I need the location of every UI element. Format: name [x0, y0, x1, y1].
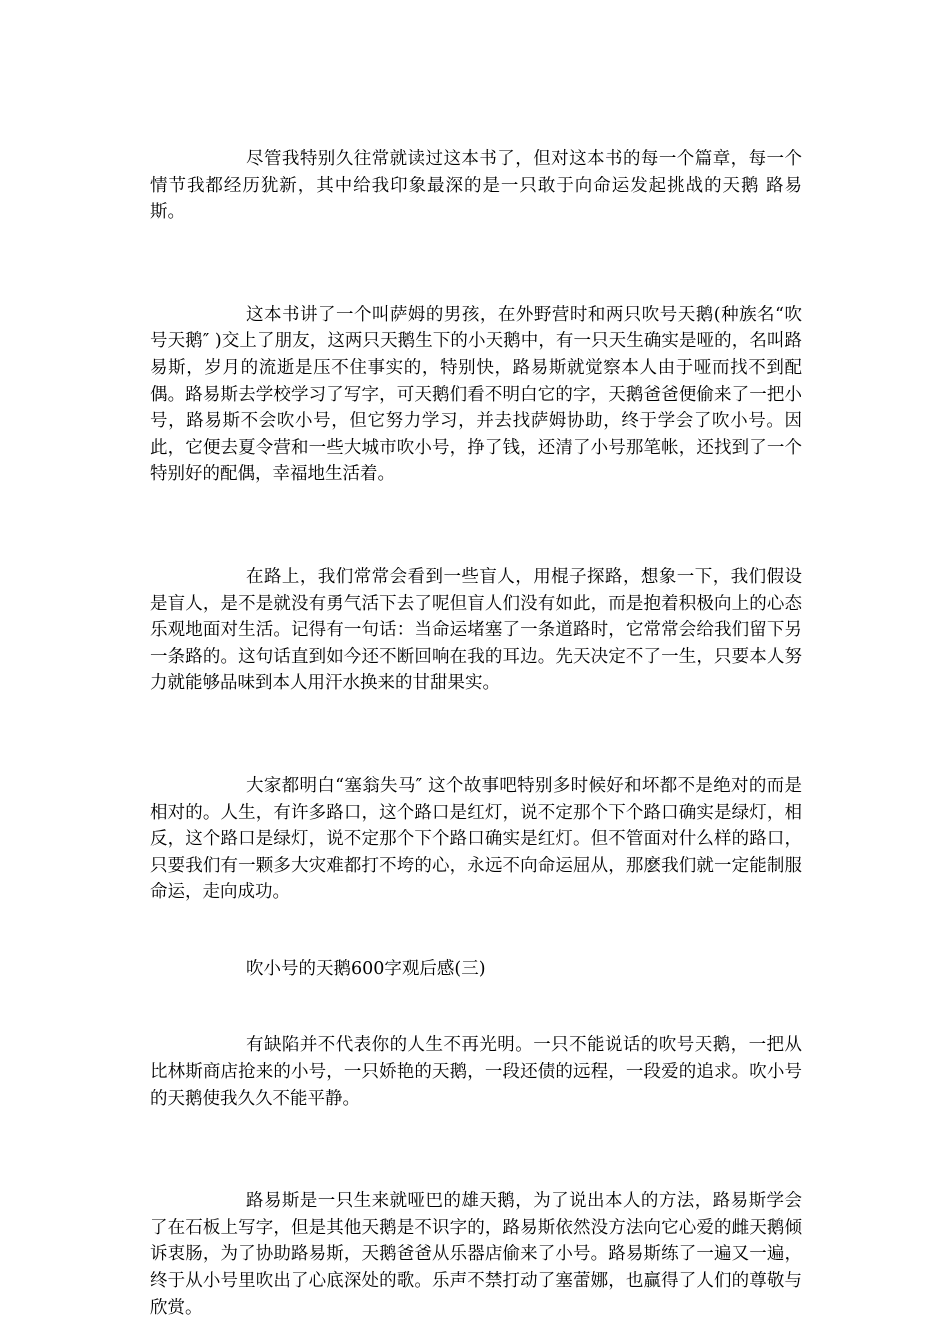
paragraph-3: 在路上，我们常常会看到一些盲人，用棍子探路，想象一下，我们假设是盲人，是不是就没有勇气活下去了呢但盲人们没有如此，而是抱着积极向上的心态乐观地面对生活。记得有一句话：当命运堵塞了一条道路时，它常常会给我们留下另一条路的。这句话直到如今还不断回响在我的耳边。先天决定不了一生，只要本人努力就能够品味到本人用汗水换来的甘甜果实。: [150, 566, 802, 694]
paragraph-2: 这本书讲了一个叫萨姆的男孩，在外野营时和两只吹号天鹅(种族名“吹号天鹅″ )交上了朋友，这两只天鹅生下的小天鹅中，有一只天生确实是哑的，名叫路易斯，岁月的流逝是压不住事实的，特别快，路易斯就觉察本人由于哑而找不到配偶。路易斯去学校学习了写字，可天鹅们看不明白它的字，天鹅爸爸便偷来了一把小号，路易斯不会吹小号，但它努力学习，并去找萨姆协助，终于学会了吹小号。因此，它便去夏令营和一些大城市吹小号，挣了钱，还清了小号那笔帐，还找到了一个特别好的配偶，幸福地生活着。: [150, 304, 802, 485]
document-page: [150, 146, 802, 1321]
paragraph-5: 有缺陷并不代表你的人生不再光明。一只不能说话的吹号天鹅，一把从比林斯商店抢来的小号，一只娇艳的天鹅，一段还债的远程，一段爱的追求。吹小号的天鹅使我久久不能平静。: [150, 1035, 802, 1109]
paragraph-1: 尽管我特别久往常就读过这本书了，但对这本书的每一个篇章，每一个情节我都经历犹新，其中给我印象最深的是一只敢于向命运发起挑战的天鹅 路易斯。: [150, 149, 802, 223]
section-title: 吹小号的天鹅600字观后感(三): [246, 958, 486, 979]
paragraph-4: 大家都明白“塞翁失马″ 这个故事吧特别多时候好和坏都不是绝对的而是相对的。人生，有许多路口，这个路口是红灯，说不定那个下个路口确实是绿灯，相反，这个路口是绿灯，说不定那个下个路口确实是红灯。但不管面对什么样的路口，只要我们有一颗多大灾难都打不垮的心，永远不向命运屈从，那麽我们就一定能制服命运，走向成功。: [150, 775, 802, 903]
paragraph-6: 路易斯是一只生来就哑巴的雄天鹅，为了说出本人的方法，路易斯学会了在石板上写字，但是其他天鹅是不识字的，路易斯依然没方法向它心爱的雌天鹅倾诉衷肠，为了协助路易斯，天鹅爸爸从乐器店偷来了小号。路易斯练了一遍又一遍，终于从小号里吹出了心底深处的歌。乐声不禁打动了塞蕾娜，也赢得了人们的尊敬与欣赏。: [150, 1191, 802, 1318]
